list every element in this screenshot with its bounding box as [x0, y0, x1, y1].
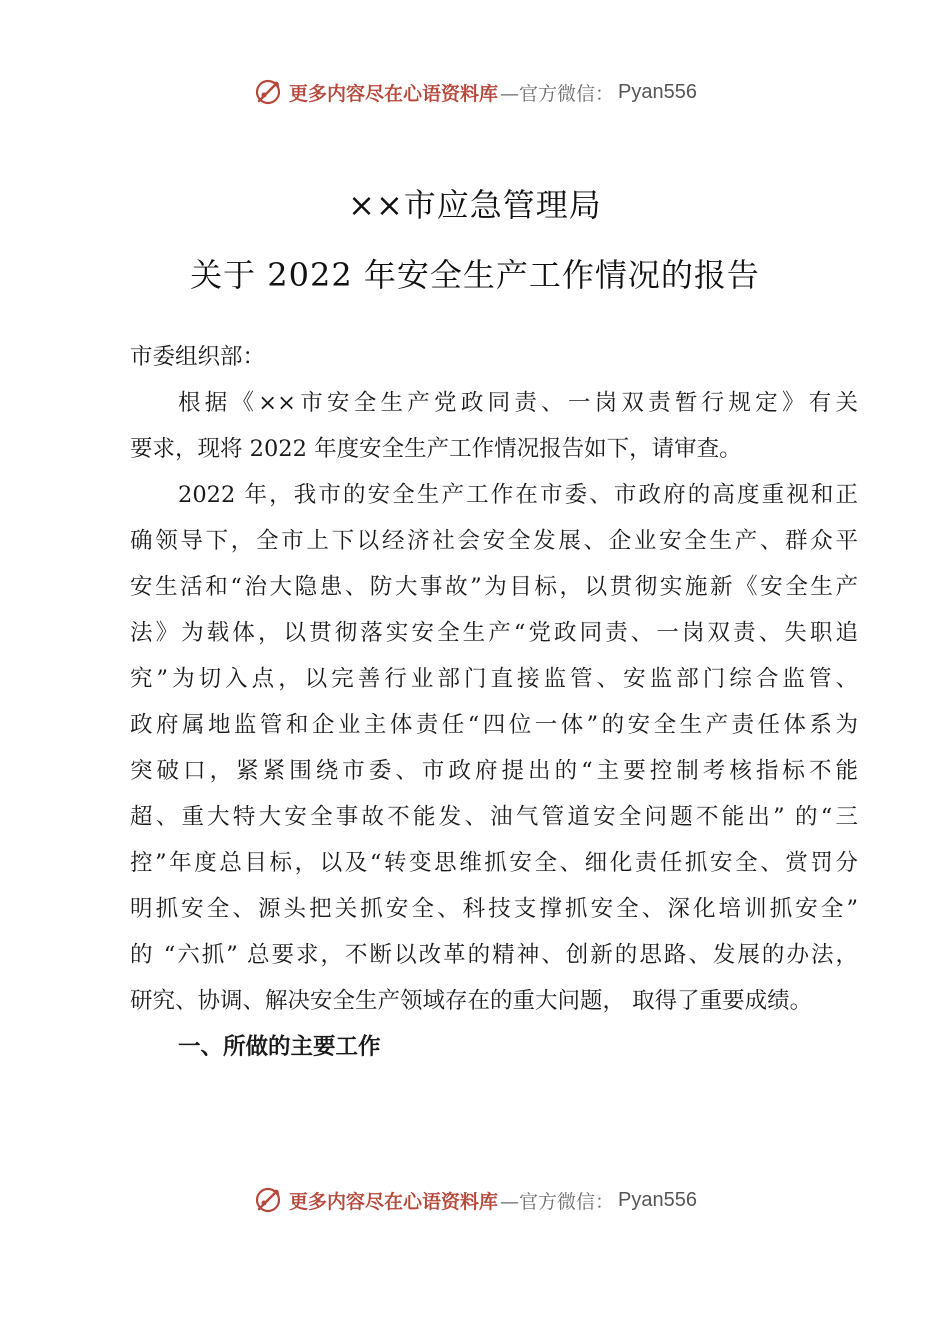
body-line-11: 控”年度总目标，以及“转变思维抓安全、细化责任抓安全、赏罚分: [130, 850, 858, 876]
watermark-grey-text: —官方微信：: [500, 1190, 615, 1213]
section-heading: 一、所做的主要工作: [178, 1034, 381, 1060]
watermark-wechat-id: Pyan556: [618, 80, 697, 103]
body-line-3: 2022 年，我市的安全生产工作在市委、市政府的高度重视和正: [178, 482, 858, 508]
watermark-red-text: 更多内容尽在心语资料库: [289, 1190, 499, 1213]
body-line-8: 政府属地监管和企业主体责任“四位一体”的安全生产责任体系为: [130, 712, 858, 738]
body-line-1: 根据《××市安全生产党政同责、一岗双责暂行规定》有关: [178, 390, 858, 416]
quill-seal-icon: [253, 1185, 283, 1215]
quill-seal-icon: [253, 77, 283, 107]
header-watermark: [0, 72, 950, 112]
watermark-grey-text: —官方微信：: [500, 82, 615, 105]
body-line-14: 研究、协调、解决安全生产领域存在的重大问题， 取得了重要成绩。: [130, 988, 813, 1014]
document-title-line1: ××市应急管理局: [348, 186, 602, 224]
watermark-red-text: 更多内容尽在心语资料库: [289, 82, 499, 105]
body-line-7: 究”为切入点，以完善行业部门直接监管、安监部门综合监管、: [130, 666, 858, 692]
footer-watermark: [0, 1180, 950, 1220]
salutation: 市委组织部：: [130, 344, 266, 370]
document-body: [130, 334, 858, 1070]
body-line-9: 突破口，紧紧围绕市委、市政府提出的“主要控制考核指标不能: [130, 758, 858, 784]
body-line-5: 安生活和“治大隐患、防大事故”为目标，以贯彻实施新《安全生产: [130, 574, 858, 600]
body-line-6: 法》为载体，以贯彻落实安全生产“党政同责、一岗双责、失职追: [130, 620, 858, 646]
watermark-wechat-id: Pyan556: [618, 1188, 697, 1211]
body-line-12: 明抓安全、源头把关抓安全、科技支撑抓安全、深化培训抓安全”: [130, 896, 858, 922]
body-line-4: 确领导下，全市上下以经济社会安全发展、企业安全生产、群众平: [130, 528, 858, 554]
document-title-line2: 关于 2022 年安全生产工作情况的报告: [190, 256, 760, 294]
body-line-10: 超、重大特大安全事故不能发、油气管道安全问题不能出” 的“三: [130, 804, 858, 830]
body-line-13: 的 “六抓” 总要求，不断以改革的精神、创新的思路、发展的办法，: [130, 942, 858, 968]
body-line-2: 要求，现将 2022 年度安全生产工作情况报告如下，请审查。: [130, 436, 742, 462]
